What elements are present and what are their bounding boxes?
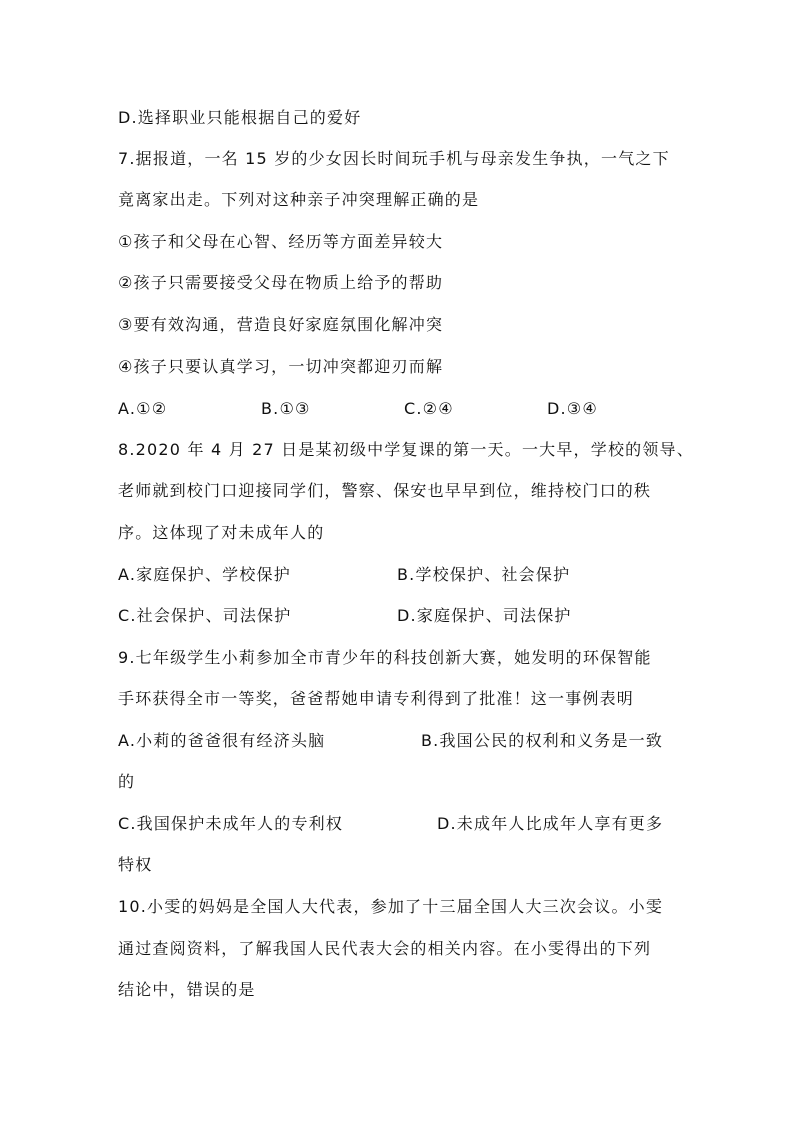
q9-option-c: C.我国保护未成年人的专利权 — [118, 814, 344, 833]
q9-option-b-continued: 的 — [118, 772, 136, 791]
q7-option-c: C.②④ — [404, 399, 454, 418]
q8-stem-line-3: 序。这体现了对未成年人的 — [118, 523, 325, 542]
q9-option-b: B.我国公民的权利和义务是一致 — [421, 731, 664, 750]
q8-stem-line-1: 8.2020 年 4 月 27 日是某初级中学复课的第一天。一大早，学校的领导、 — [118, 440, 694, 459]
q7-item-1: ①孩子和父母在心智、经历等方面差异较大 — [118, 232, 444, 251]
q8-option-c: C.社会保护、司法保护 — [118, 606, 292, 625]
q8-option-a: A.家庭保护、学校保护 — [118, 565, 291, 584]
q7-item-4: ④孩子只要认真学习，一切冲突都迎刃而解 — [118, 357, 444, 376]
q7-option-d: D.③④ — [547, 399, 598, 418]
q7-option-b: B.①③ — [261, 399, 311, 418]
q7-option-a: A.①② — [118, 399, 168, 418]
q10-stem-line-3: 结论中，错误的是 — [118, 980, 256, 999]
q8-option-d: D.家庭保护、司法保护 — [397, 606, 572, 625]
q10-stem-line-1: 10.小雯的妈妈是全国人大代表，参加了十三届全国人大三次会议。小雯 — [118, 897, 664, 916]
q10-stem-line-2: 通过查阅资料，了解我国人民代表大会的相关内容。在小雯得出的下列 — [118, 939, 652, 958]
q9-stem-line-2: 手环获得全市一等奖，爸爸帮她申请专利得到了批准！这一事例表明 — [118, 689, 635, 708]
q8-option-b: B.学校保护、社会保护 — [397, 565, 571, 584]
q7-stem-line-1: 7.据报道，一名 15 岁的少女因长时间玩手机与母亲发生争执，一气之下 — [118, 149, 670, 168]
q9-option-d: D.未成年人比成年人享有更多 — [437, 814, 664, 833]
q8-stem-line-2: 老师就到校门口迎接同学们，警察、保安也早早到位，维持校门口的秩 — [118, 481, 652, 500]
q7-item-3: ③要有效沟通，营造良好家庭氛围化解冲突 — [118, 315, 444, 334]
q9-option-a: A.小莉的爸爸很有经济头脑 — [118, 731, 326, 750]
q7-item-2: ②孩子只需要接受父母在物质上给予的帮助 — [118, 273, 444, 292]
q9-stem-line-1: 9.七年级学生小莉参加全市青少年的科技创新大赛，她发明的环保智能 — [118, 648, 652, 667]
q6-option-d: D.选择职业只能根据自己的爱好 — [118, 108, 362, 127]
q9-option-d-continued: 特权 — [118, 855, 153, 874]
q7-stem-line-2: 竟离家出走。下列对这种亲子冲突理解正确的是 — [118, 190, 480, 209]
